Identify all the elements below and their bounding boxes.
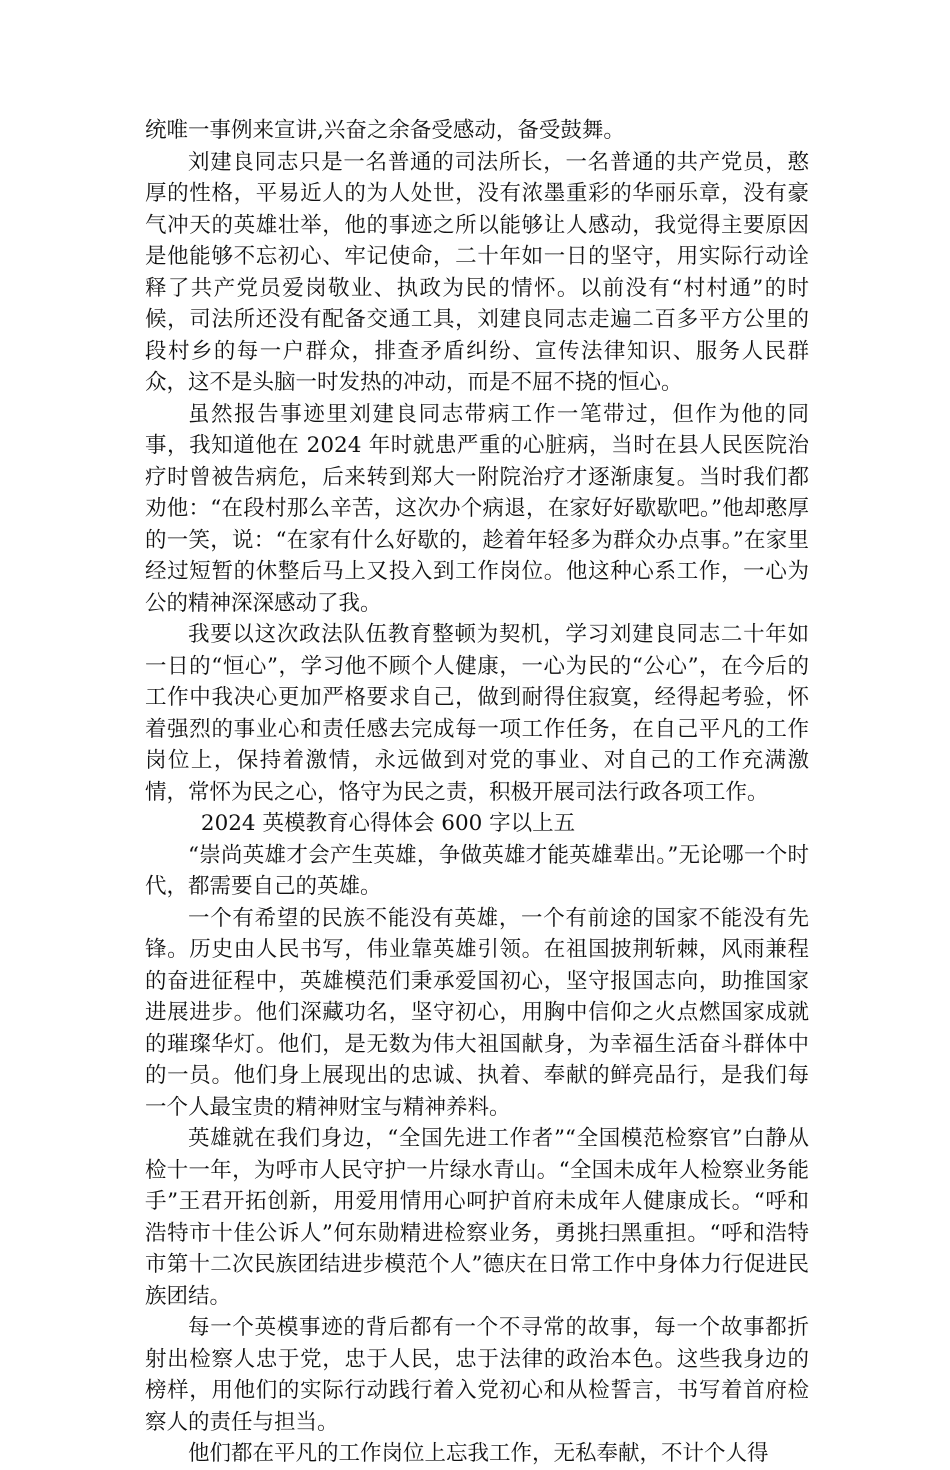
paragraph: “崇尚英雄才会产生英雄，争做英雄才能英雄辈出。”无论哪一个时代，都需要自己的英雄。 — [145, 842, 809, 899]
paragraph: 每一个英模事迹的背后都有一个不寻常的故事，每一个故事都折射出检察人忠于党，忠于人民，忠于法律的政治本色。这些我身边的榜样，用他们的实际行动践行着入党初心和从检誓言，书写着首府检察人的责任与担当。 — [145, 1315, 809, 1435]
section-heading: 2024 英模教育心得体会 600 字以上五 — [200, 811, 576, 836]
paragraph: 我要以这次政法队伍教育整顿为契机，学习刘建良同志二十年如一日的“恒心”，学习他不顾个人健康，一心为民的“公心”，在今后的工作中我决心更加严格要求自己，做到耐得住寂寞，经得起考验，怀着强烈的事业心和责任感去完成每一项工作任务，在自己平凡的工作岗位上，保持着激情，永远做到对党的事业、对自己的工作充满激情，常怀为民之心，恪守为民之责，积极开展司法行政各项工作。 — [145, 622, 809, 805]
paragraph: 他们都在平凡的工作岗位上忘我工作，无私奉献，不计个人得 — [188, 1441, 769, 1466]
paragraph: 英雄就在我们身边，“全国先进工作者”“全国模范检察官”白静从检十一年，为呼市人民守护一片绿水青山。“全国未成年人检察业务能手”王君开拓创新，用爱用情用心呵护首府未成年人健康成长。“呼和浩特市十佳公诉人”何东勋精进检察业务，勇挑扫黑重担。“呼和浩特市第十二次民族团结进步模范个人”德庆在日常工作中身体力行促进民族团结。 — [145, 1126, 809, 1309]
paragraph: 一个有希望的民族不能没有英雄，一个有前途的国家不能没有先锋。历史由人民书写，伟业靠英雄引领。在祖国披荆斩棘，风雨兼程的奋进征程中，英雄模范们秉承爱国初心，坚守报国志向，助推国家进展进步。他们深藏功名，坚守初心，用胸中信仰之火点燃国家成就的璀璨华灯。他们，是无数为伟大祖国献身，为幸福生活奋斗群体中的一员。他们身上展现出的忠诚、执着、奉献的鲜亮品行，是我们每一个人最宝贵的精神财宝与精神养料。 — [145, 905, 809, 1120]
paragraph: 刘建良同志只是一名普通的司法所长，一名普通的共产党员，憨厚的性格，平易近人的为人处世，没有浓墨重彩的华丽乐章，没有豪气冲天的英雄壮举，他的事迹之所以能够让人感动，我觉得主要原因是他能够不忘初心、牢记使命，二十年如一日的坚守，用实际行动诠释了共产党员爱岗敬业、执政为民的情怀。以前没有“村村通”的时候，司法所还没有配备交通工具，刘建良同志走遍二百多平方公里的段村乡的每一户群众，排查矛盾纠纷、宣传法律知识、服务人民群众，这不是头脑一时发热的冲动，而是不屈不挠的恒心。 — [145, 149, 809, 395]
paragraph: 虽然报告事迹里刘建良同志带病工作一笔带过，但作为他的同事，我知道他在 2024 年时就患严重的心脏病，当时在县人民医院治疗时曾被告病危，后来转到郑大一附院治疗才逐渐康复。当时我们都劝他：“在段村那么辛苦，这次办个病退，在家好好歇歇吧。”他却憨厚的一笑，说：“在家有什么好歇的，趁着年轻多为群众办点事。”在家里经过短暂的休整后马上又投入到工作岗位。他这种心系工作，一心为公的精神深深感动了我。 — [145, 401, 809, 616]
document-body — [145, 115, 809, 1470]
paragraph-continuation: 统唯一事例来宣讲,兴奋之余备受感动，备受鼓舞。 — [145, 118, 625, 143]
